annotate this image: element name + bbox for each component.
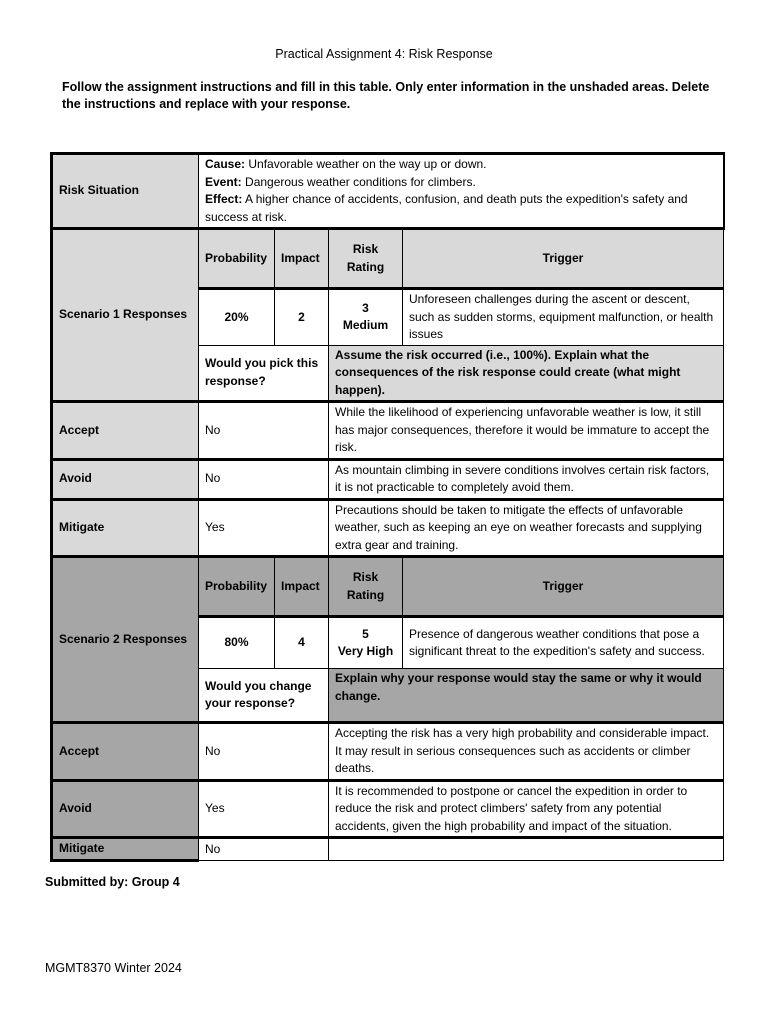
s1-avoid-text: As mountain climbing in severe conditions involves certain risk factors, it is not practicable to completely avoid them. — [329, 459, 724, 499]
s2-avoid-row — [52, 780, 724, 838]
s1-probability-header: Probability — [199, 229, 275, 289]
s1-accept-label: Accept — [52, 402, 199, 460]
effect-text: A higher chance of accidents, confusion, and death puts the expedition's safety and success at risk. — [205, 192, 688, 224]
s1-accept-choice: No — [199, 402, 329, 460]
course-footer: MGMT8370 Winter 2024 — [45, 961, 182, 975]
s1-rating-text: Medium — [342, 318, 389, 333]
s2-accept-text: Accepting the risk has a very high probability and considerable impact. It may result in serious consequences such as accidents or climber deaths. — [329, 723, 724, 781]
s2-trigger-value: Presence of dangerous weather conditions that pose a significant threat to the expedition's safety and success. — [403, 617, 724, 669]
s2-avoid-choice: Yes — [199, 780, 329, 838]
s1-trigger-value: Unforeseen challenges during the ascent or descent, such as sudden storms, equipment malfunction, or health issues — [403, 289, 724, 346]
s1-risk-rating-header: Risk Rating — [329, 229, 403, 289]
s2-mitigate-row — [52, 838, 724, 861]
s2-rating-text: Very High — [337, 644, 394, 658]
s2-accept-choice: No — [199, 723, 329, 781]
cause-label: Cause: — [205, 157, 246, 171]
s2-question: Would you change your response? — [199, 669, 329, 723]
s1-mitigate-text: Precautions should be taken to mitigate the effects of unfavorable weather, such as keeping an eye on weather forecasts and supplying extra gear and training. — [329, 499, 724, 557]
s1-impact-value: 2 — [275, 289, 329, 346]
effect-label: Effect: — [205, 192, 243, 206]
s1-probability-value: 20% — [199, 289, 275, 346]
s1-impact-header: Impact — [275, 229, 329, 289]
s1-question: Would you pick this response? — [199, 345, 329, 402]
s1-accept-text: While the likelihood of experiencing unfavorable weather is low, it still has major consequences, therefore it would be immature to accept the risk. — [329, 402, 724, 460]
instructions: Follow the assignment instructions and fill in this table. Only enter information in the unshaded areas. Delete the instructions and replace with your response. — [62, 80, 710, 111]
s1-mitigate-choice: Yes — [199, 499, 329, 557]
risk-situation-label: Risk Situation — [52, 154, 199, 229]
s2-trigger-header: Trigger — [403, 557, 724, 617]
page-title: Practical Assignment 4: Risk Response — [275, 47, 493, 61]
event-text: Dangerous weather conditions for climbers. — [241, 174, 476, 189]
s2-prompt: Explain why your response would stay the same or why it would change. — [329, 669, 724, 723]
s2-risk-rating-value — [329, 617, 403, 669]
s2-accept-row — [52, 723, 724, 781]
risk-response-table — [50, 152, 725, 862]
s1-avoid-choice: No — [199, 459, 329, 499]
submitted-by: Submitted by: Group 4 — [45, 875, 180, 889]
s2-risk-rating-header: Risk Rating — [329, 557, 403, 617]
s1-rating-number: 3 — [362, 300, 369, 315]
s2-accept-label: Accept — [52, 723, 199, 781]
s1-risk-rating-value — [329, 289, 403, 346]
event-label: Event: — [205, 174, 242, 189]
s2-avoid-label: Avoid — [52, 780, 199, 838]
s1-avoid-label: Avoid — [52, 459, 199, 499]
scenario2-header-row — [52, 557, 724, 617]
s2-impact-header: Impact — [275, 557, 329, 617]
s2-rating-number: 5 — [362, 626, 369, 641]
s1-accept-row — [52, 402, 724, 460]
s1-mitigate-label: Mitigate — [52, 499, 199, 557]
risk-situation-details — [199, 154, 724, 229]
scenario2-label: Scenario 2 Responses — [52, 557, 199, 723]
scenario1-label: Scenario 1 Responses — [52, 229, 199, 402]
s1-trigger-header: Trigger — [403, 229, 724, 289]
s2-mitigate-choice: No — [199, 838, 329, 861]
s2-mitigate-label: Mitigate — [52, 838, 199, 861]
cause-text: Unfavorable weather on the way up or down. — [245, 157, 487, 171]
s1-prompt: Assume the risk occurred (i.e., 100%). Explain what the consequences of the risk response could create (what might happen). — [329, 345, 724, 402]
risk-situation-row — [52, 154, 724, 229]
s2-probability-value: 80% — [199, 617, 275, 669]
scenario1-header-row — [52, 229, 724, 289]
s1-avoid-row — [52, 459, 724, 499]
s2-impact-value: 4 — [275, 617, 329, 669]
s2-mitigate-text — [329, 838, 724, 861]
s1-mitigate-row — [52, 499, 724, 557]
s2-avoid-text: It is recommended to postpone or cancel the expedition in order to reduce the risk and protect climbers' safety from any potential accidents, given the high probability and impact of the situation. — [329, 780, 724, 838]
s2-probability-header: Probability — [199, 557, 275, 617]
